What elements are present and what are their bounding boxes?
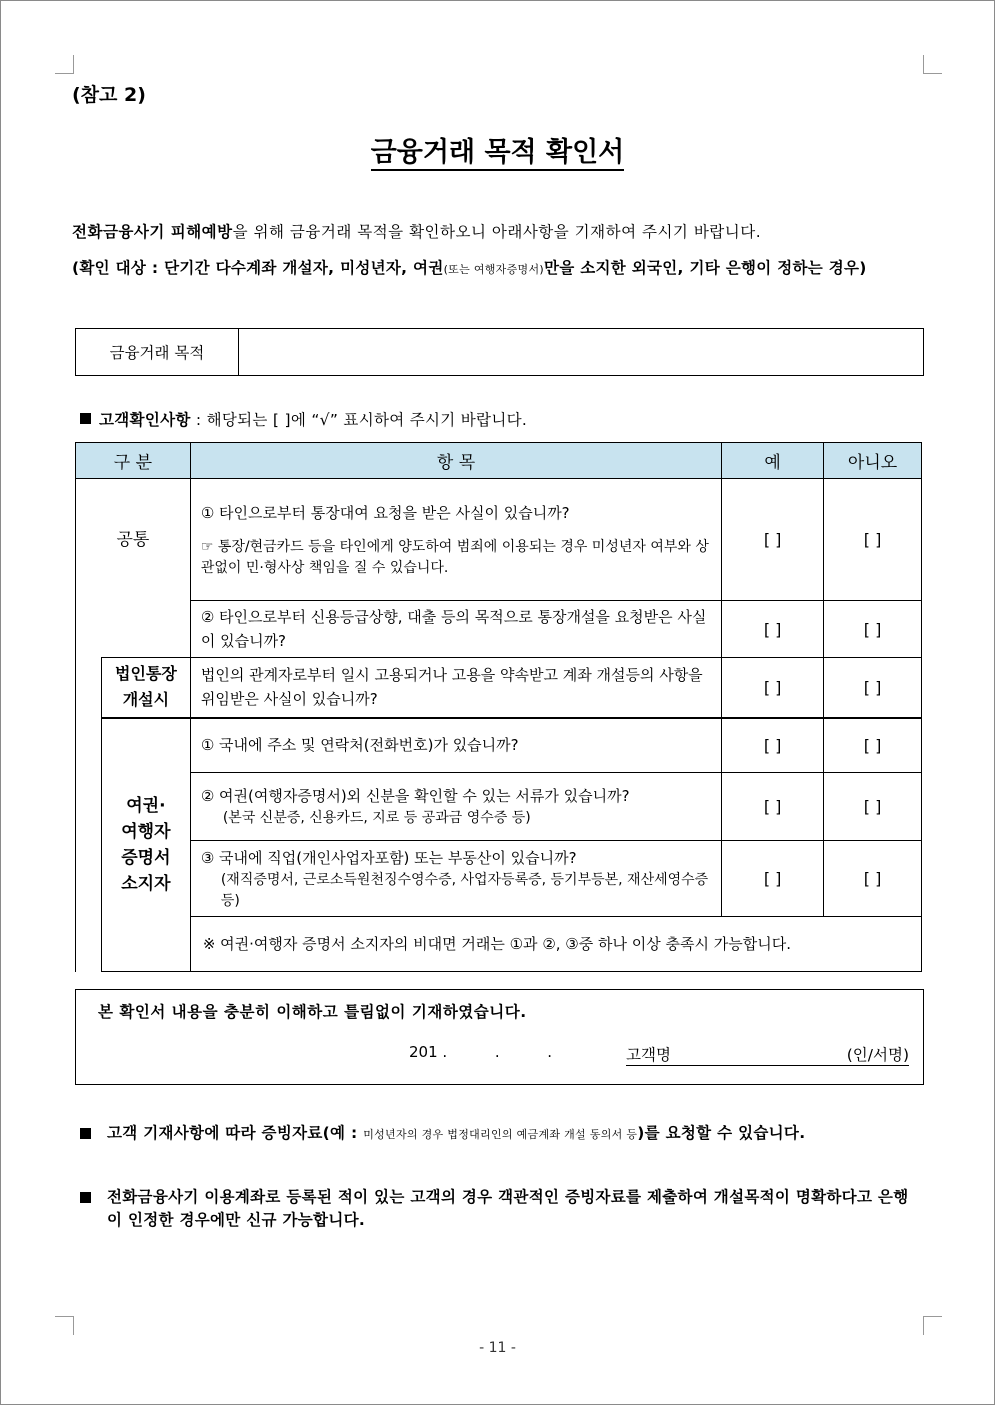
question-text: ① 타인으로부터 통장대여 요청을 받은 사실이 있습니까?: [200, 503, 570, 522]
customer-name-field[interactable]: [626, 1043, 909, 1066]
customer-name-label: 고객명: [626, 1046, 671, 1064]
checkbox-no[interactable]: [ ]: [824, 658, 922, 718]
checkbox-no[interactable]: [ ]: [824, 841, 922, 917]
table-row: [76, 658, 922, 718]
question-passport-1: ① 국내에 주소 및 연락처(전화번호)가 있습니까?: [190, 718, 721, 773]
indent-spacer: [76, 658, 102, 718]
target-part2: 만을 소지한 외국인, 기타 은행이 정하는 경우): [543, 259, 867, 277]
checkbox-no[interactable]: [ ]: [824, 773, 922, 841]
purpose-input[interactable]: [240, 329, 923, 375]
table-row: [76, 479, 922, 601]
intro-rest: 을 위해 금융거래 목적을 확인하오니 아래사항을 기재하여 주시기 바랍니다.: [232, 223, 762, 241]
warning-text: ☞ 통장/현금카드 등을 타인에게 양도하여 범죄에 이용되는 경우 미성년자 여부와 상관없이 민·형사상 책임을 질 수 있습니다.: [200, 538, 709, 576]
table-row: [76, 601, 922, 658]
category-spacer: [76, 601, 191, 658]
question-common-2: ② 타인으로부터 신용등급상향, 대출 등의 목적으로 통장개설을 요청받은 사실이 있습니까?: [190, 601, 721, 658]
square-bullet-icon: [80, 413, 91, 424]
question-text: ② 여권(여행자증명서)외 신분을 확인할 수 있는 서류가 있습니까?: [200, 787, 630, 805]
check-heading: [80, 408, 527, 430]
category-corporate: 법인통장 개설시: [101, 658, 190, 718]
crop-mark: [55, 1316, 74, 1335]
square-bullet-icon: [80, 1128, 91, 1139]
confirmation-box: [75, 989, 924, 1085]
intro-bold: 전화금융사기 피해예방: [72, 223, 233, 241]
reference-label: (참고 2): [72, 84, 146, 106]
indent-spacer: [76, 718, 102, 773]
crop-mark: [55, 55, 74, 74]
category-common: 공통: [76, 479, 191, 601]
check-heading-rest: : 해당되는 [ ]에 “√” 표시하여 주시기 바랍니다.: [190, 411, 528, 429]
confirmation-text: 본 확인서 내용을 충분히 이해하고 틀림없이 기재하였습니다.: [98, 1003, 527, 1021]
category-passport: 여권· 여행자 증명서 소지자: [101, 718, 190, 972]
target-text: [72, 257, 924, 281]
note-2: [80, 1186, 922, 1232]
purpose-box: [75, 328, 924, 376]
checkbox-yes[interactable]: [ ]: [722, 658, 824, 718]
crop-mark: [923, 55, 942, 74]
header-category: 구 분: [76, 443, 191, 479]
note-1-text: [99, 1122, 805, 1146]
header-no: 아니오: [824, 443, 922, 479]
table-row: [76, 917, 922, 972]
signature-label: (인/서명): [846, 1046, 909, 1064]
question-corporate: 법인의 관계자로부터 일시 고용되거나 고용을 약속받고 계좌 개설등의 사항을 위임받은 사실이 있습니까?: [190, 658, 721, 718]
table-row: [76, 773, 922, 841]
note-1-small: 미성년자의 경우 법정대리인의 예금계좌 개설 동의서 등: [363, 1128, 638, 1141]
target-small: (또는 여행자증명서): [443, 263, 544, 276]
check-heading-bold: 고객확인사항: [99, 411, 191, 429]
checkbox-no[interactable]: [ ]: [824, 718, 922, 773]
question-subtext: (재직증명서, 근로소득원천징수영수증, 사업자등록증, 등기부등본, 재산세영수증 등): [220, 871, 709, 909]
question-common-1: [190, 479, 721, 601]
checklist-table: [75, 442, 922, 972]
checkbox-no[interactable]: [ ]: [824, 601, 922, 658]
checkbox-yes[interactable]: [ ]: [722, 718, 824, 773]
page-title: [0, 130, 995, 169]
checkbox-yes[interactable]: [ ]: [722, 601, 824, 658]
header-row: [76, 443, 922, 479]
purpose-label: 금융거래 목적: [76, 329, 239, 375]
question-passport-3: [190, 841, 721, 917]
indent-spacer: [76, 773, 102, 841]
target-part1: (확인 대상 : 단기간 다수계좌 개설자, 미성년자, 여권: [72, 259, 444, 277]
table-row: [76, 841, 922, 917]
indent-spacer: [76, 917, 102, 972]
question-passport-2: [190, 773, 721, 841]
question-subtext: (본국 신분증, 신용카드, 지로 등 공과금 영수증 등): [222, 810, 531, 826]
checkbox-yes[interactable]: [ ]: [722, 841, 824, 917]
question-text: ③ 국내에 직업(개인사업자포함) 또는 부동산이 있습니까?: [200, 848, 577, 867]
passport-note: ※ 여권·여행자 증명서 소지자의 비대면 거래는 ①과 ②, ③중 하나 이상 충족시 가능합니다.: [190, 917, 921, 972]
page-number: - 11 -: [479, 1340, 516, 1356]
intro-text: [72, 220, 924, 242]
header-item: 항 목: [190, 443, 721, 479]
note-1: [80, 1122, 922, 1146]
note-1-part1: 고객 기재사항에 따라 증빙자료(예 :: [107, 1124, 364, 1142]
checkbox-no[interactable]: [ ]: [824, 479, 922, 601]
note-2-text: 전화금융사기 이용계좌로 등록된 적이 있는 고객의 경우 객관적인 증빙자료를 제출하여 개설목적이 명확하다고 은행이 인정한 경우에만 신규 가능합니다.: [107, 1188, 909, 1229]
square-bullet-icon: [80, 1192, 91, 1203]
date-field[interactable]: 201 . . .: [409, 1043, 553, 1061]
header-yes: 예: [722, 443, 824, 479]
indent-spacer: [76, 841, 102, 917]
note-1-part2: )를 요청할 수 있습니다.: [637, 1124, 806, 1142]
checkbox-yes[interactable]: [ ]: [722, 773, 824, 841]
checkbox-yes[interactable]: [ ]: [722, 479, 824, 601]
title-text: 금융거래 목적 확인서: [371, 137, 625, 171]
crop-mark: [923, 1316, 942, 1335]
table-row: [76, 718, 922, 773]
